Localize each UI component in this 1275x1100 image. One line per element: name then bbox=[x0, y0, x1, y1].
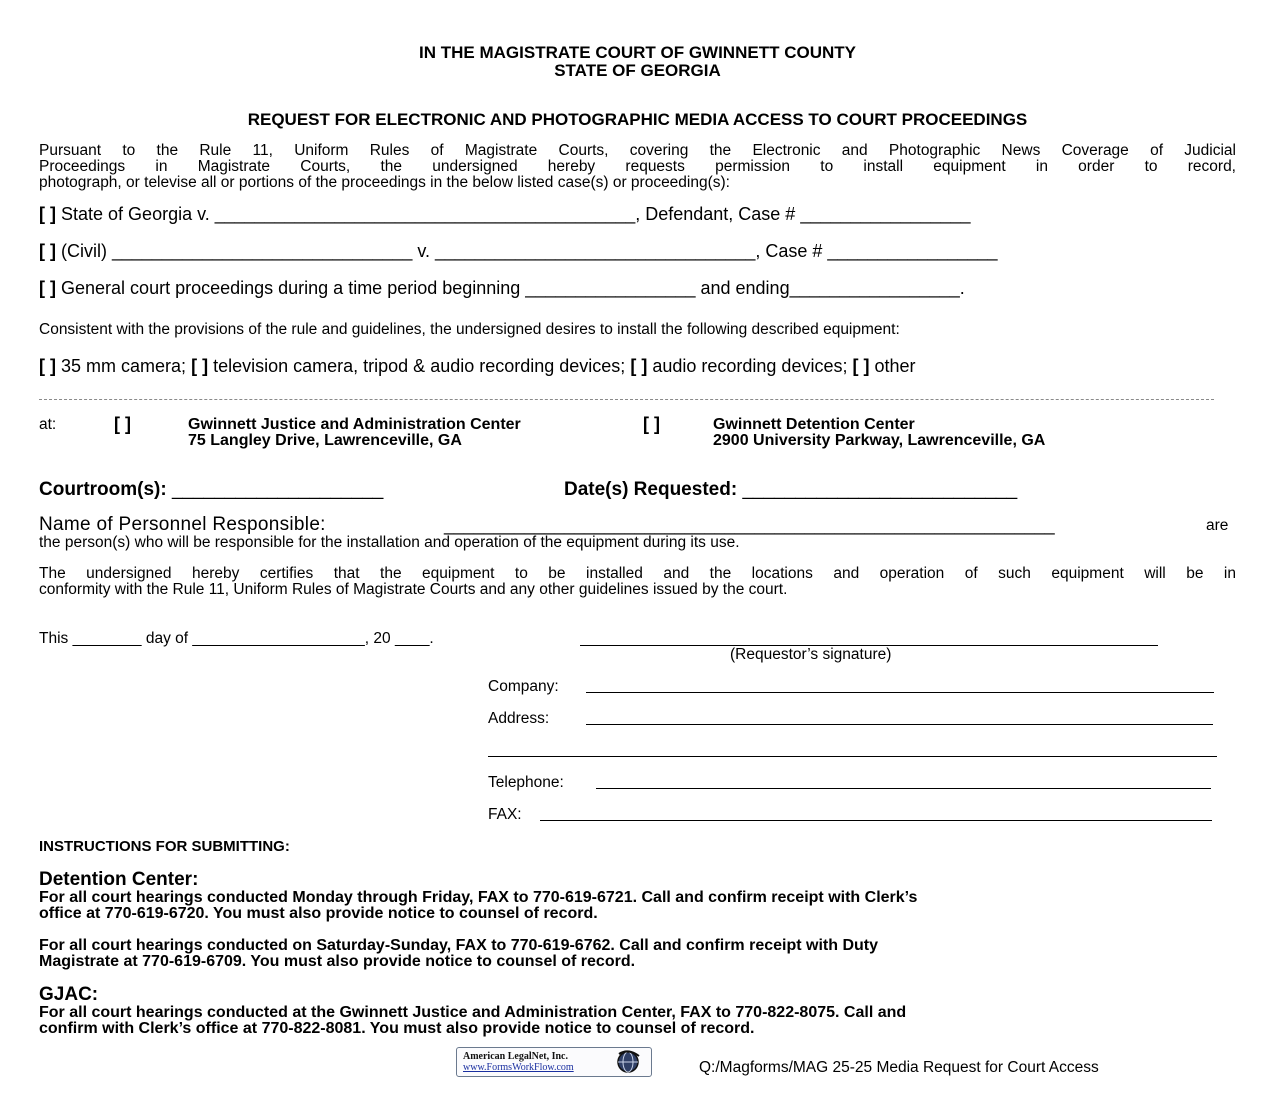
camera-35mm-label: 35 mm camera; bbox=[61, 356, 187, 376]
gjac-line-2: confirm with Clerk’s office at 770-822-8081. You must also provide notice to counsel of record. bbox=[39, 1020, 755, 1037]
courtroom-label: Courtroom(s): bbox=[39, 479, 167, 500]
detention-address: 2900 University Parkway, Lawrenceville, GA bbox=[713, 432, 1046, 449]
other-label: other bbox=[874, 356, 916, 376]
criminal-case-checkbox[interactable]: [ ] bbox=[39, 204, 56, 224]
intro-line-1: Pursuant to the Rule 11, Uniform Rules of Magistrate Courts, covering the Electronic and Photographic News Coverage of Judicial bbox=[39, 142, 1236, 159]
gjac-address: 75 Langley Drive, Lawrenceville, GA bbox=[188, 432, 462, 449]
equipment-options bbox=[39, 356, 916, 377]
detention-heading: Detention Center: bbox=[39, 869, 199, 890]
date-requested-field[interactable]: __________________________ bbox=[742, 479, 1018, 500]
company-field[interactable] bbox=[586, 692, 1214, 693]
at-label: at: bbox=[39, 416, 57, 433]
gjac-name: Gwinnett Justice and Administration Center bbox=[188, 416, 521, 433]
general-proceedings-checkbox[interactable]: [ ] bbox=[39, 278, 56, 298]
address-label: Address: bbox=[488, 710, 550, 727]
court-name: IN THE MAGISTRATE COURT OF GWINNETT COUNTY bbox=[419, 43, 856, 62]
other-equipment-line[interactable] bbox=[39, 399, 1214, 400]
telephone-label: Telephone: bbox=[488, 774, 564, 791]
detention-weekday-line-1: For all court hearings conducted Monday through Friday, FAX to 770-619-6721. Call and confirm receipt with Clerk’s bbox=[39, 889, 918, 906]
detention-weekday-line-2: office at 770-619-6720. You must also provide notice to counsel of record. bbox=[39, 905, 598, 922]
detention-weekend-line-1: For all court hearings conducted on Saturday-Sunday, FAX to 770-619-6762. Call and confirm receipt with Duty bbox=[39, 937, 878, 954]
criminal-case-text[interactable]: State of Georgia v. __________________________________________, Defendant, Case # _________________ bbox=[61, 204, 971, 224]
globe-icon bbox=[615, 1050, 641, 1074]
personnel-are: are bbox=[1206, 517, 1229, 534]
gjac-checkbox[interactable]: [ ] bbox=[114, 414, 131, 434]
telephone-field[interactable] bbox=[596, 788, 1211, 789]
date-requested-label: Date(s) Requested: bbox=[564, 479, 738, 500]
civil-case-text[interactable]: (Civil) ______________________________ v. ________________________________, Case # _________________ bbox=[61, 241, 998, 261]
gjac-line-1: For all court hearings conducted at the Gwinnett Justice and Administration Center, FAX to 770-822-8075. Call and bbox=[39, 1004, 907, 1021]
instructions-heading: INSTRUCTIONS FOR SUBMITTING: bbox=[39, 838, 290, 855]
american-legalnet-logo[interactable] bbox=[456, 1047, 652, 1077]
certification-line-2: conformity with the Rule 11, Uniform Rules of Magistrate Courts and any other guidelines issued by the court. bbox=[39, 581, 788, 598]
address-field[interactable] bbox=[586, 724, 1213, 725]
form-title: REQUEST FOR ELECTRONIC AND PHOTOGRAPHIC MEDIA ACCESS TO COURT PROCEEDINGS bbox=[247, 110, 1028, 129]
case-option-civil bbox=[39, 241, 998, 262]
audio-checkbox[interactable]: [ ] bbox=[630, 356, 648, 376]
form-identifier: Q:/Magforms/MAG 25-25 Media Request for Court Access bbox=[699, 1059, 1099, 1076]
execution-date[interactable]: This ________ day of ____________________, 20 ____. bbox=[39, 630, 434, 647]
detention-name: Gwinnett Detention Center bbox=[713, 416, 915, 433]
fax-label: FAX: bbox=[488, 806, 522, 823]
television-checkbox[interactable]: [ ] bbox=[191, 356, 209, 376]
logo-url[interactable]: www.FormsWorkFlow.com bbox=[463, 1062, 574, 1073]
case-option-general bbox=[39, 278, 965, 299]
logo-company-name: American LegalNet, Inc. bbox=[463, 1051, 568, 1062]
court-state: STATE OF GEORGIA bbox=[554, 61, 721, 80]
courtroom-field[interactable]: ____________________ bbox=[171, 479, 384, 500]
audio-label: audio recording devices; bbox=[652, 356, 848, 376]
case-option-criminal bbox=[39, 204, 971, 225]
personnel-label: Name of Personnel Responsible: bbox=[39, 514, 326, 535]
detention-weekend-line-2: Magistrate at 770-619-6709. You must also provide notice to counsel of record. bbox=[39, 953, 636, 970]
detention-checkbox[interactable]: [ ] bbox=[643, 414, 660, 434]
intro-line-3: photograph, or televise all or portions of the proceedings in the below listed case(s) or proceeding(s): bbox=[39, 174, 730, 191]
civil-case-checkbox[interactable]: [ ] bbox=[39, 241, 56, 261]
personnel-continuation: the person(s) who will be responsible for the installation and operation of the equipment during its use. bbox=[39, 534, 740, 551]
general-proceedings-text[interactable]: General court proceedings during a time period beginning _________________ and ending_________________. bbox=[61, 278, 965, 298]
signature-caption: (Requestor’s signature) bbox=[730, 646, 892, 663]
intro-line-2: Proceedings in Magistrate Courts, the undersigned hereby requests permission to install equipment in order to record, bbox=[39, 158, 1236, 175]
company-label: Company: bbox=[488, 678, 559, 695]
camera-35mm-checkbox[interactable]: [ ] bbox=[39, 356, 56, 376]
certification-line-1: The undersigned hereby certifies that the equipment to be installed and the locations and operation of such equipment will be in bbox=[39, 565, 1236, 582]
date-requested-row bbox=[564, 479, 1017, 501]
equipment-intro: Consistent with the provisions of the rule and guidelines, the undersigned desires to install the following described equipment: bbox=[39, 321, 900, 338]
personnel-field[interactable]: _____________________________________________________________ bbox=[444, 515, 1055, 535]
address-field-line-2[interactable] bbox=[488, 756, 1217, 757]
gjac-heading: GJAC: bbox=[39, 984, 99, 1005]
television-label: television camera, tripod & audio recording devices; bbox=[213, 356, 626, 376]
courtroom-row bbox=[39, 479, 383, 501]
other-checkbox[interactable]: [ ] bbox=[852, 356, 870, 376]
fax-field[interactable] bbox=[540, 820, 1212, 821]
